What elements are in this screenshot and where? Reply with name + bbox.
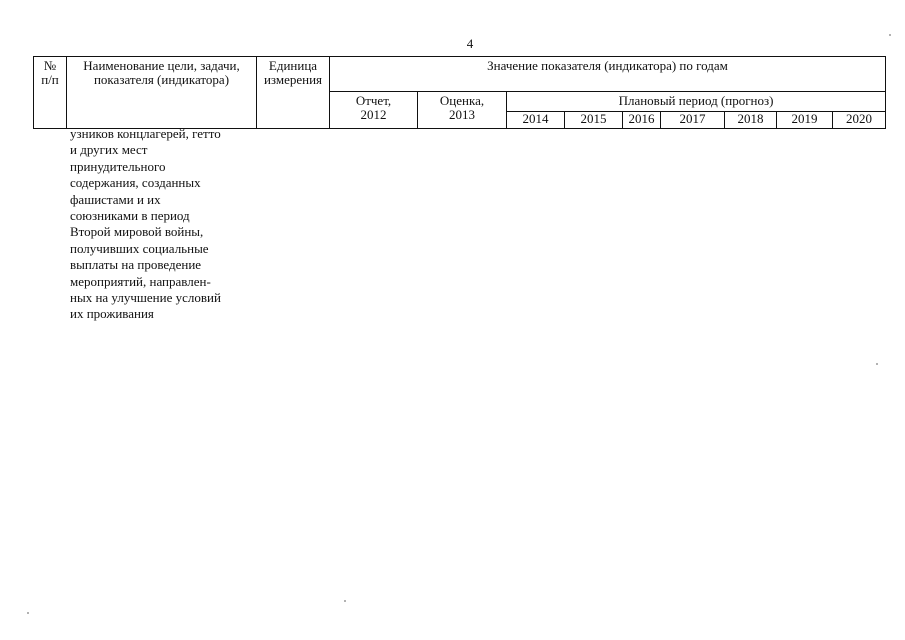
header-cell-unit [257, 57, 330, 129]
scan-speck [876, 363, 878, 365]
year-cell: 2016 [623, 112, 661, 129]
year-cell: 2017 [661, 112, 725, 129]
header-report-line1: Отчет, [355, 93, 392, 108]
scan-speck [344, 600, 346, 602]
header-name-line2: показателя (индикатора) [93, 72, 230, 87]
page-number: 4 [466, 36, 474, 51]
indicator-table [33, 56, 886, 129]
year-cell: 2018 [725, 112, 777, 129]
header-cell-name [67, 57, 257, 129]
plan-title: Плановый период (прогноз) [618, 93, 774, 108]
header-row-top [34, 57, 886, 92]
header-unit-line1: Единица [268, 58, 318, 73]
header-unit-line2: измерения [263, 72, 323, 87]
year-cell: 2020 [833, 112, 886, 129]
year-cell: 2019 [777, 112, 833, 129]
scan-speck [27, 612, 29, 614]
header-estimate-line1: Оценка, [439, 93, 485, 108]
header-cell-estimate [418, 92, 507, 129]
continued-indicator-text: узников концлагерей, гетто и других мест принудительного содержания, созданных фашистами и их союзниками в период Второй мировой войны, получивших социальные выплаты на проведение мероприятий, направлен- ных на улучшение условий их проживания [70, 126, 221, 322]
header-number-line1: № [43, 58, 57, 73]
header-number-line2: п/п [41, 72, 59, 87]
header-cell-number [34, 57, 67, 129]
header-name-line1: Наименование цели, задачи, [83, 58, 240, 73]
header-cell-report [330, 92, 418, 129]
header-estimate-line2: 2013 [449, 107, 475, 122]
values-title: Значение показателя (индикатора) по годам [487, 58, 728, 73]
header-cell-values-title [330, 57, 886, 92]
header-report-line2: 2012 [360, 107, 387, 122]
year-cell: 2014 [507, 112, 565, 129]
header-cell-plan-title [507, 92, 886, 112]
year-cell: 2015 [565, 112, 623, 129]
scan-speck [889, 34, 891, 36]
